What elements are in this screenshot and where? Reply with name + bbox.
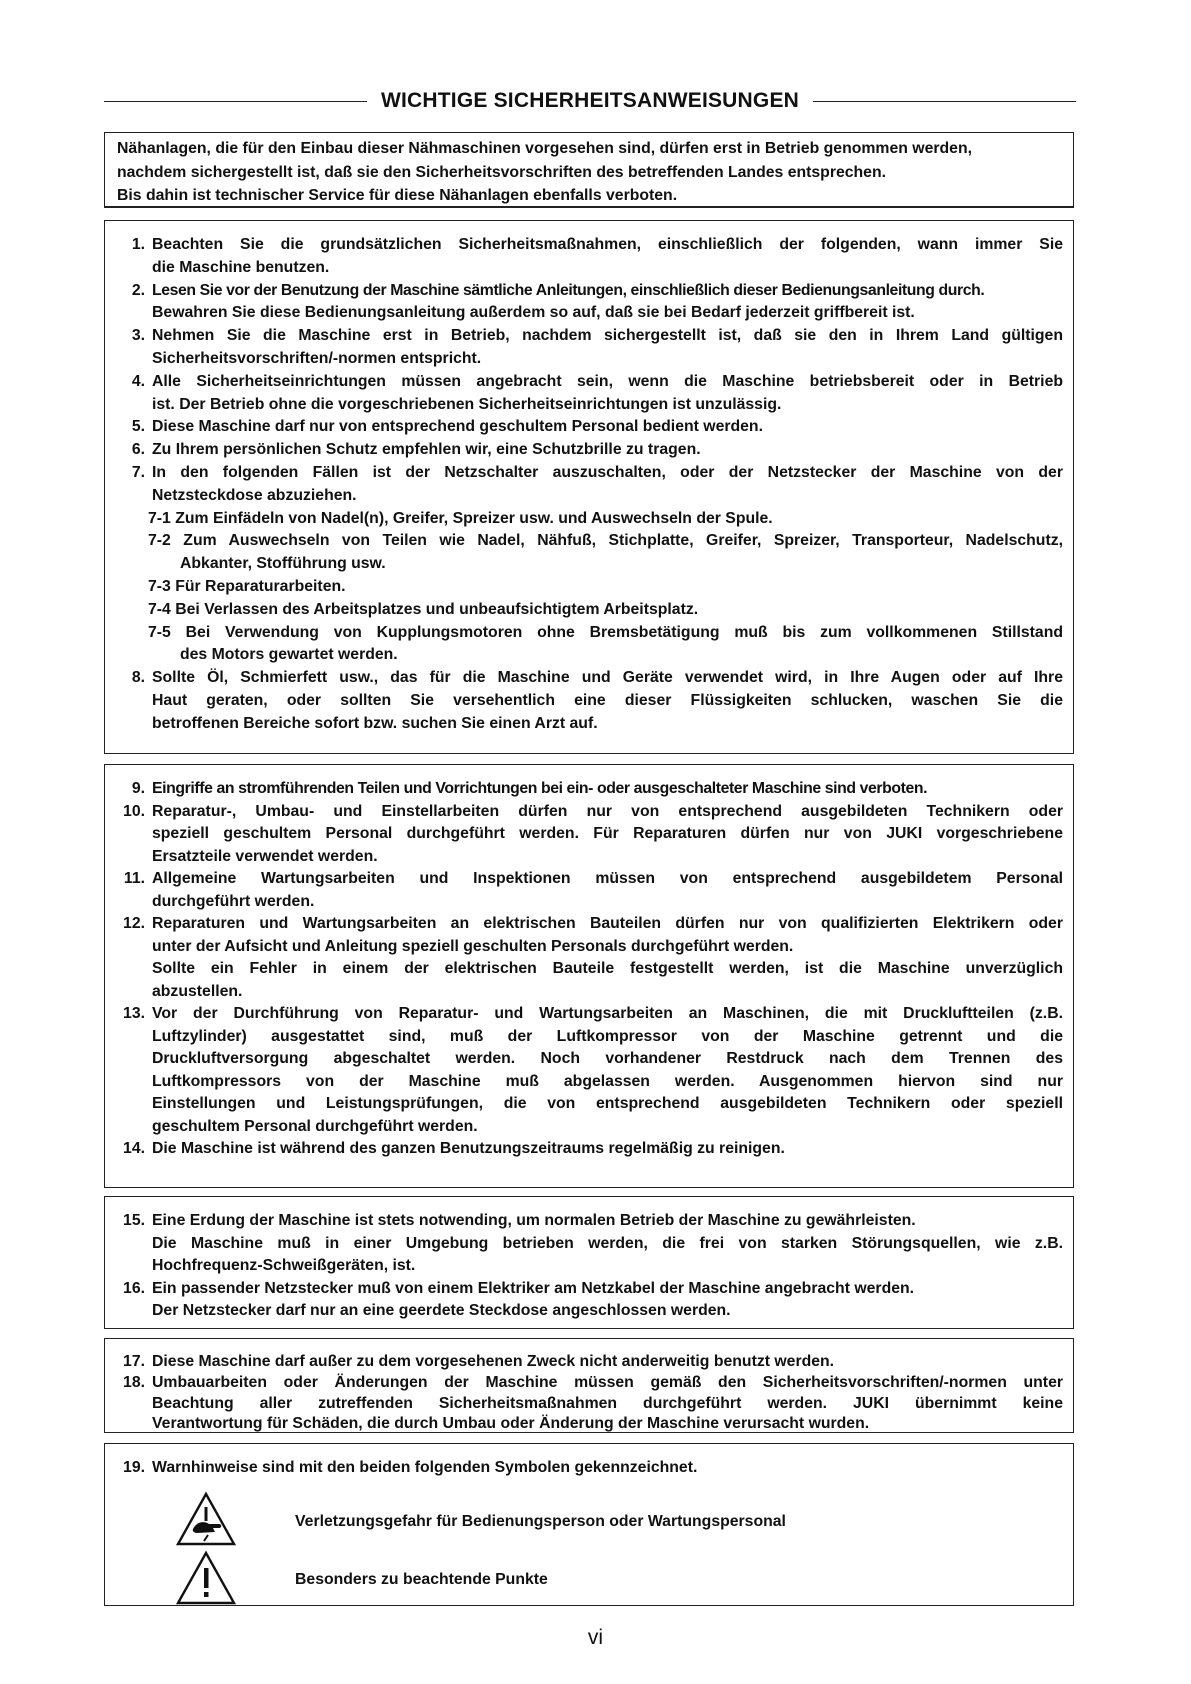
item-text: In den folgenden Fällen ist der Netzschalter auszuschalten, oder der Netzstecker der Maschine von der	[152, 464, 1063, 481]
item-text: Bewahren Sie diese Bedienungsanleitung außerdem so auf, daß sie bei Bedarf jederzeit griffbereit ist.	[152, 304, 915, 322]
hand-injury-warning-icon	[175, 1491, 237, 1547]
item-text: Eine Erdung der Maschine ist stets notwending, um normalen Betrieb der Maschine zu gewährleisten.	[152, 1212, 916, 1229]
item-text: Eingriffe an stromführenden Teilen und Vorrichtungen bei ein- oder ausgeschalteter Maschine sind verboten.	[152, 780, 928, 797]
item-number: 19.	[123, 1459, 145, 1476]
item-text: Reparatur-, Umbau- und Einstellarbeiten dürfen nur von entsprechend ausgebildeten Technikern oder	[152, 802, 1063, 820]
item-text: Reparaturen und Wartungsarbeiten an elektrischen Bauteilen dürfen nur von qualifizierten Elektrikern oder	[152, 915, 1063, 932]
exclamation-warning-icon	[175, 1550, 237, 1606]
item-text: speziell geschultem Personal durchgeführt werden. Für Reparaturen dürfen nur von JUKI vorgeschriebene	[152, 825, 1063, 842]
safety-box-items-1-8	[104, 220, 1074, 754]
item-text: Die Maschine ist während des ganzen Benutzungszeitraums regelmäßig zu reinigen.	[152, 1140, 785, 1157]
symbol-row-exclamation	[105, 1550, 1073, 1610]
intro-line: nachdem sichergestellt ist, daß sie den Sicherheitsvorschriften des betreffenden Landes entsprechen.	[117, 163, 887, 181]
item-text: Zu Ihrem persönlichen Schutz empfehlen wir, eine Schutzbrille zu tragen.	[152, 441, 701, 459]
item-number: 1.	[131, 236, 145, 253]
item-number: 2.	[131, 281, 145, 299]
page-title: WICHTIGE SICHERHEITSANWEISUNGEN	[380, 89, 800, 112]
item-text: Verantwortung für Schäden, die durch Umbau oder Änderung der Maschine verursacht wurden.	[152, 1415, 870, 1433]
item-text: Diese Maschine darf nur von entsprechend geschultem Personal bedient werden.	[152, 418, 763, 436]
item-text: Alle Sicherheitseinrichtungen müssen angebracht sein, wenn die Maschine betriebsbereit oder in Betrieb	[152, 372, 1063, 390]
item-number: 4.	[131, 372, 145, 390]
item-text: 7-5 Bei Verwendung von Kupplungsmotoren ohne Bremsbetätigung muß bis zum vollkommenen Stillstand	[148, 623, 1063, 641]
item-text: Ein passender Netzstecker muß von einem Elektriker am Netzkabel der Maschine angebracht werden.	[152, 1279, 915, 1297]
item-text: 7-4 Bei Verlassen des Arbeitsplatzes und unbeaufsichtigtem Arbeitsplatz.	[148, 600, 699, 618]
item-text: Sollte ein Fehler in einem der elektrischen Bauteile festgestellt werden, ist die Maschine unverzüglich	[152, 960, 1063, 977]
item-text: die Maschine benutzen.	[152, 258, 330, 276]
intro-box	[104, 132, 1074, 208]
item-number: 14.	[123, 1140, 145, 1157]
item-text: geschultem Personal durchgeführt werden.	[152, 1117, 478, 1135]
item-text: Luftkompressors von der Maschine muß abgelassen werden. Ausgenommen hiervon sind nur	[152, 1072, 1063, 1090]
item-text: Vor der Durchführung von Reparatur- und Wartungsarbeiten an Maschinen, die mit Druckluftteilen (z.B.	[152, 1005, 1063, 1022]
item-number: 11.	[123, 870, 145, 887]
item-text: abzustellen.	[152, 982, 243, 1000]
item-text: Ersatzteile verwendet werden.	[152, 847, 378, 865]
intro-line: Bis dahin ist technischer Service für diese Nähanlagen ebenfalls verboten.	[117, 187, 678, 204]
item-text: Der Netzstecker darf nur an eine geerdete Steckdose angeschlossen werden.	[152, 1302, 731, 1320]
safety-box-items-9-14	[104, 764, 1074, 1188]
item-text: Netzsteckdose abzuziehen.	[152, 486, 357, 504]
symbol-row-hand-injury	[105, 1491, 1073, 1551]
item-text: Haut geraten, oder sollten Sie versehentlich eine dieser Flüssigkeiten schlucken, waschen Sie die	[152, 692, 1063, 709]
item-text: Beachten Sie die grundsätzlichen Sicherheitsmaßnahmen, einschließlich der folgenden, wann immer Sie	[152, 236, 1063, 253]
safety-box-items-15-16	[104, 1196, 1074, 1329]
item-number: 12.	[123, 915, 145, 932]
item-text: Warnhinweise sind mit den beiden folgenden Symbolen gekennzeichnet.	[152, 1459, 698, 1476]
item-number: 6.	[131, 441, 145, 459]
item-text: Allgemeine Wartungsarbeiten und Inspektionen müssen von entsprechend ausgebildetem Personal	[152, 870, 1063, 887]
item-text: Hochfrequenz-Schweißgeräten, ist.	[152, 1257, 416, 1275]
item-number: 5.	[131, 418, 145, 436]
item-text: betroffenen Bereiche sofort bzw. suchen Sie einen Arzt auf.	[152, 714, 598, 732]
item-number: 15.	[123, 1212, 145, 1229]
item-text: ist. Der Betrieb ohne die vorgeschriebenen Sicherheitseinrichtungen ist unzulässig.	[152, 395, 782, 413]
symbol-description: Verletzungsgefahr für Bedienungsperson oder Wartungspersonal	[295, 1513, 786, 1530]
item-text: Beachtung aller zutreffenden Sicherheitsmaßnahmen durchgeführt werden. JUKI übernimmt keine	[152, 1394, 1063, 1412]
item-number: 9.	[131, 780, 145, 797]
item-number: 18.	[123, 1373, 145, 1391]
item-text: 7-3 Für Reparaturarbeiten.	[148, 578, 346, 595]
intro-line: Nähanlagen, die für den Einbau dieser Nähmaschinen vorgesehen sind, dürfen erst in Betrieb genommen werden,	[117, 140, 972, 157]
page-number: vi	[587, 1626, 604, 1649]
title-row	[104, 86, 1076, 116]
item-text: Lesen Sie vor der Benutzung der Maschine sämtliche Anleitungen, einschließlich dieser Bedienungsanleitung durch.	[152, 281, 985, 299]
item-text: unter der Aufsicht und Anleitung speziell geschulten Personals durchgeführt werden.	[152, 937, 794, 955]
item-text: Einstellungen und Leistungsprüfungen, die von entsprechend ausgebildeten Technikern oder speziell	[152, 1095, 1063, 1112]
item-text: Sicherheitsvorschriften/-normen entspricht.	[152, 350, 482, 367]
item-text: Diese Maschine darf außer zu dem vorgesehenen Zweck nicht anderweitig benutzt werden.	[152, 1353, 835, 1370]
item-text: Druckluftversorgung abgeschaltet werden. Noch vorhandener Restdruck nach dem Trennen des	[152, 1050, 1063, 1067]
item-text: des Motors gewartet werden.	[180, 646, 398, 664]
item-number: 17.	[123, 1353, 145, 1370]
item-number: 8.	[131, 669, 145, 687]
item-number: 3.	[131, 327, 145, 345]
item-text: Umbauarbeiten oder Änderungen der Maschine müssen gemäß den Sicherheitsvorschriften/-normen unter	[152, 1373, 1063, 1391]
item-text: Luftzylinder) ausgestattet sind, muß der Luftkompressor von der Maschine getrennt und die	[152, 1027, 1063, 1045]
safety-box-items-17-18	[104, 1338, 1074, 1433]
item-text: Nehmen Sie die Maschine erst in Betrieb, nachdem sichergestellt ist, daß sie den in Ihrem Land gültigen	[152, 327, 1063, 345]
item-number: 13.	[123, 1005, 145, 1022]
title-rule-right	[813, 101, 1076, 102]
item-text: durchgeführt werden.	[152, 892, 315, 910]
item-text: Sollte Öl, Schmierfett usw., das für die Maschine und Geräte verwendet wird, in Ihre Augen oder auf Ihre	[152, 669, 1063, 687]
safety-box-item-19	[104, 1443, 1074, 1606]
item-text: 7-1 Zum Einfädeln von Nadel(n), Greifer, Spreizer usw. und Auswechseln der Spule.	[148, 509, 773, 527]
symbol-description: Besonders zu beachtende Punkte	[295, 1571, 548, 1588]
item-text: Die Maschine muß in einer Umgebung betrieben werden, die frei von starken Störungsquellen, wie z.B.	[152, 1234, 1063, 1252]
title-rule-left	[104, 101, 367, 102]
item-text: Abkanter, Stofführung usw.	[180, 555, 386, 573]
item-text: 7-2 Zum Auswechseln von Teilen wie Nadel, Nähfuß, Stichplatte, Greifer, Spreizer, Transporteur, Nadelschutz,	[148, 532, 1063, 550]
item-number: 7.	[131, 464, 145, 481]
item-number: 10.	[123, 802, 145, 820]
item-number: 16.	[123, 1279, 145, 1297]
